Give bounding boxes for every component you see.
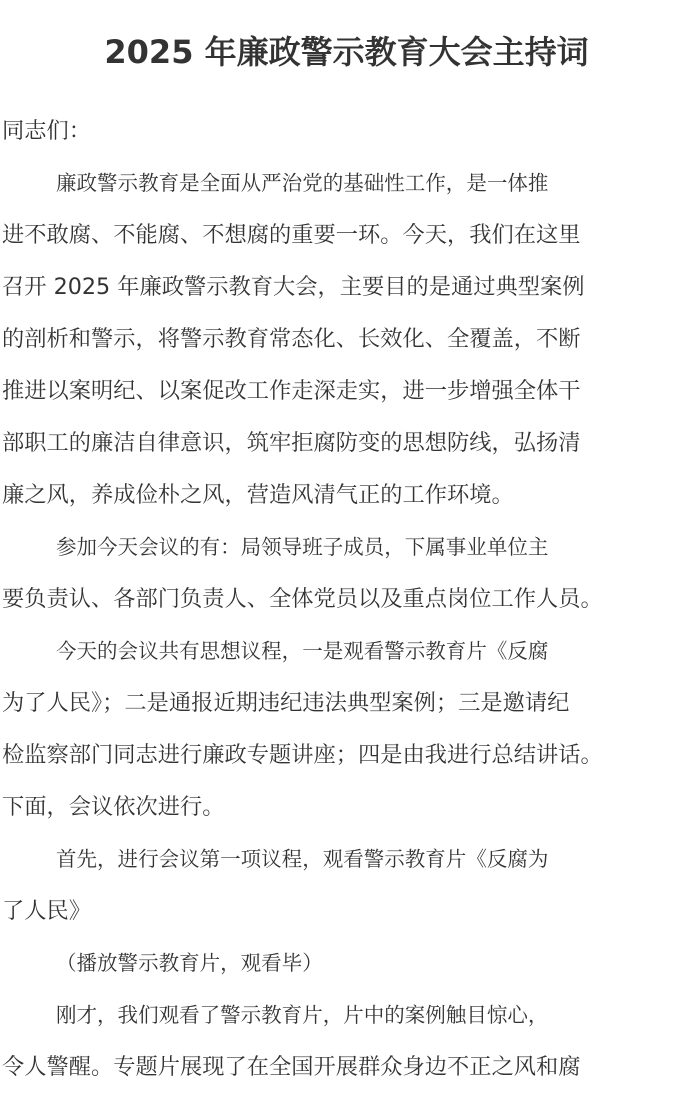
- paragraph-line: 刚才，我们观看了警示教育片，片中的案例触目惊心，: [56, 1003, 549, 1027]
- paragraph-line: 为了人民》；二是通报近期违纪违法典型案例；三是邀请纪: [2, 690, 570, 716]
- paragraph-line: 今天的会议共有思想议程，一是观看警示教育片《反腐: [56, 639, 549, 663]
- paragraph-line: 了人民》: [2, 898, 91, 924]
- paragraph-line: 要负责认、各部门负责人、全体党员以及重点岗位工作人员。: [2, 586, 603, 612]
- salutation-line: 同志们：: [2, 118, 91, 144]
- paragraph-line: 参加今天会议的有：局领导班子成员，下属事业单位主: [56, 535, 549, 559]
- paragraph-line: 部职工的廉洁自律意识，筑牢拒腐防变的思想防线，弘扬清: [2, 430, 581, 456]
- paragraph-line: 廉之风，养成俭朴之风，营造风清气正的工作环境。: [2, 482, 514, 508]
- document-title: 2025 年廉政警示教育大会主持词: [104, 33, 589, 71]
- stage-direction-line: （播放警示教育片，观看毕）: [56, 951, 323, 975]
- paragraph-line: 推进以案明纪、以案促改工作走深走实，进一步增强全体干: [2, 378, 581, 404]
- paragraph-line: 进不敢腐、不能腐、不想腐的重要一环。今天，我们在这里: [2, 222, 581, 248]
- paragraph-line: 召开 2025 年廉政警示教育大会，主要目的是通过典型案例: [2, 274, 585, 300]
- paragraph-line: 廉政警示教育是全面从严治党的基础性工作，是一体推: [56, 171, 549, 195]
- paragraph-line: 检监察部门同志进行廉政专题讲座；四是由我进行总结讲话。: [2, 742, 603, 768]
- paragraph-line: 首先，进行会议第一项议程，观看警示教育片《反腐为: [56, 847, 549, 871]
- paragraph-line: 下面，会议依次进行。: [2, 794, 225, 820]
- paragraph-line: 的剖析和警示，将警示教育常态化、长效化、全覆盖，不断: [2, 326, 581, 352]
- paragraph-line: 令人警醒。专题片展现了在全国开展群众身边不正之风和腐: [2, 1054, 581, 1080]
